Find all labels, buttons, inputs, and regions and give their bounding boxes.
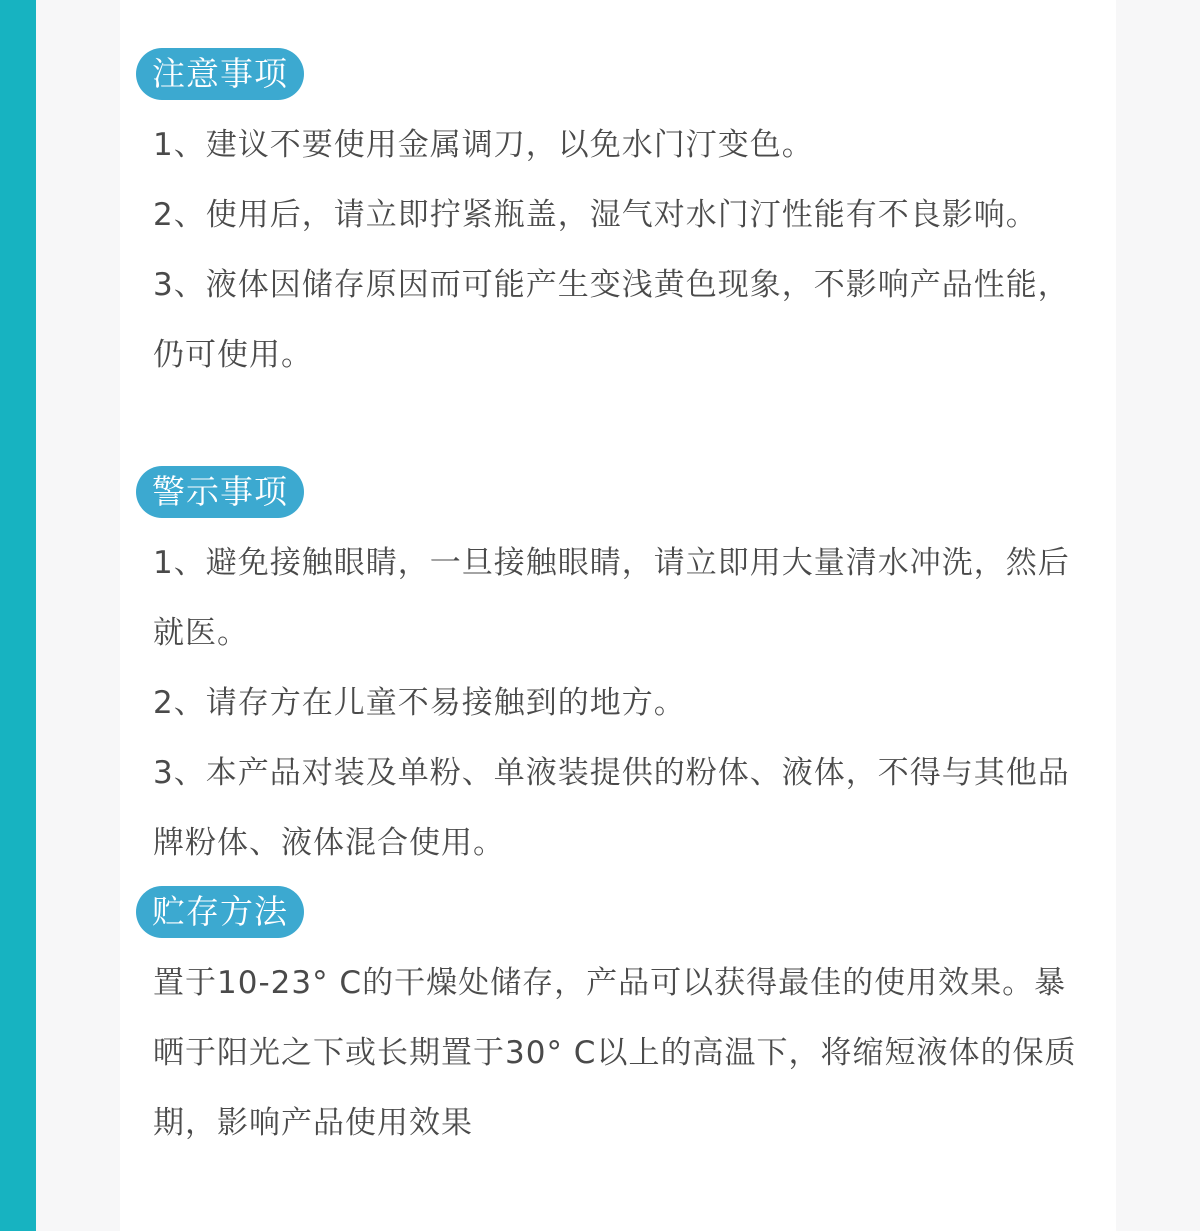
- notice-item-2: 2、使用后，请立即拧紧瓶盖，湿气对水门汀性能有不良影响。: [153, 197, 1038, 233]
- left-accent-bar: [0, 0, 36, 1231]
- warning-item-3: 3、本产品对装及单粉、单液装提供的粉体、液体，不得与其他品牌粉体、液体混合使用。: [153, 755, 1070, 861]
- notice-item-1: 1、建议不要使用金属调刀，以免水门汀变色。: [153, 127, 814, 163]
- storage-text: 置于10-23° C的干燥处储存，产品可以获得最佳的使用效果。暴晒于阳光之下或长期置于30° C以上的高温下，将缩短液体的保质期，影响产品使用效果: [153, 965, 1077, 1141]
- storage-section: [136, 886, 1096, 1158]
- warning-item-2: 2、请存方在儿童不易接触到的地方。: [153, 685, 686, 721]
- storage-title-badge: 贮存方法: [136, 886, 304, 938]
- warning-title-badge: 警示事项: [136, 466, 304, 518]
- warning-list: [136, 528, 1096, 878]
- notice-section: [136, 48, 1096, 390]
- notice-list: [136, 110, 1096, 390]
- warning-item-1: 1、避免接触眼睛，一旦接触眼睛，请立即用大量清水冲洗，然后就医。: [153, 545, 1070, 651]
- warning-section: [136, 466, 1096, 878]
- notice-title-badge: 注意事项: [136, 48, 304, 100]
- storage-list: [136, 948, 1096, 1158]
- notice-item-3: 3、液体因储存原因而可能产生变浅黄色现象，不影响产品性能，仍可使用。: [153, 267, 1070, 373]
